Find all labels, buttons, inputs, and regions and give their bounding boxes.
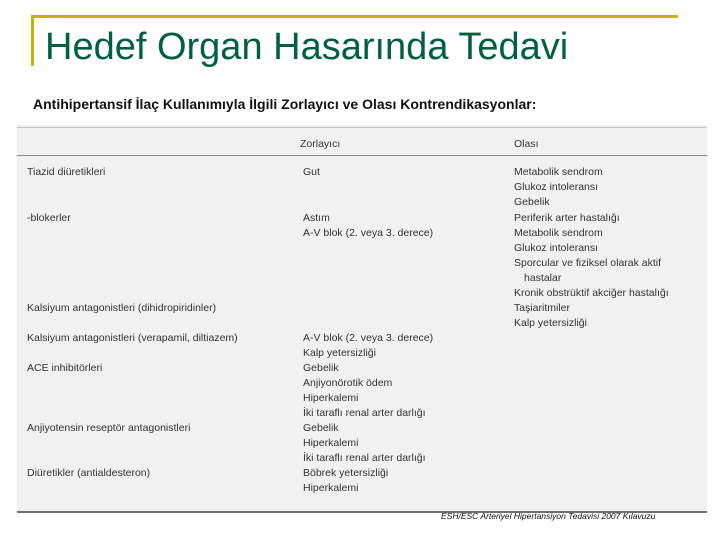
compelling-cell: Hiperkalemi	[303, 392, 359, 404]
slide-title: Hedef Organ Hasarında Tedavi	[45, 26, 569, 68]
compelling-cell: Hiperkalemi	[303, 482, 359, 494]
possible-cell: Periferik arter hastalığı	[514, 212, 620, 224]
possible-cell: Glukoz intoleransı	[514, 242, 599, 254]
possible-cell: Sporcular ve fiziksel olarak aktif	[514, 257, 662, 269]
possible-cell: Metabolik sendrom	[514, 227, 603, 239]
possible-cell: Taşiaritmiler	[514, 302, 571, 314]
compelling-cell: A-V blok (2. veya 3. derece)	[303, 227, 434, 239]
compelling-cell: Hiperkalemi	[303, 437, 359, 449]
compelling-cell: Astım	[303, 212, 330, 224]
drug-class-cell: Diüretikler (antialdesteron)	[27, 467, 151, 479]
compelling-cell: İki taraflı renal arter darlığı	[303, 452, 426, 464]
compelling-cell: Gebelik	[303, 362, 339, 374]
possible-cell: Glukoz intoleransı	[514, 181, 599, 193]
source-citation: ESH/ESC Arteriyel Hipertansiyon Tedavisi 2007 Kılavuzu	[441, 511, 656, 521]
title-frame-top-rule	[31, 15, 678, 18]
table-header-rule	[17, 155, 707, 156]
compelling-cell: A-V blok (2. veya 3. derece)	[303, 332, 434, 344]
possible-cell: Gebelik	[514, 196, 550, 208]
drug-class-cell: Tiazid diüretikleri	[27, 166, 106, 178]
compelling-cell: Böbrek yetersizliği	[303, 467, 389, 479]
drug-class-cell: Kalsiyum antagonistleri (verapamil, diltiazem)	[27, 332, 238, 344]
drug-class-cell: ACE inhibitörleri	[27, 362, 103, 374]
table-top-rule	[17, 127, 707, 128]
drug-class-cell: Kalsiyum antagonistleri (dihidropiridinler)	[27, 302, 217, 314]
title-frame-left-rule	[31, 15, 34, 66]
drug-class-cell: -blokerler	[27, 212, 71, 224]
possible-cell: hastalar	[524, 272, 562, 284]
possible-cell: Metabolik sendrom	[514, 166, 603, 178]
drug-class-cell: Anjiyotensin reseptör antagonistleri	[27, 422, 191, 434]
header-compelling: Zorlayıcı	[300, 138, 341, 150]
possible-cell: Kronik obstrüktif akciğer hastalığı	[514, 287, 669, 299]
compelling-cell: İki taraflı renal arter darlığı	[303, 407, 426, 419]
compelling-cell: Anjiyonörotik ödem	[303, 377, 393, 389]
compelling-cell: Gebelik	[303, 422, 339, 434]
possible-cell: Kalp yetersizliği	[514, 317, 587, 329]
compelling-cell: Gut	[303, 166, 320, 178]
slide-subtitle: Antihipertansif İlaç Kullanımıyla İlgili Zorlayıcı ve Olası Kontrendikasyonlar:	[33, 96, 537, 112]
header-possible: Olası	[514, 138, 539, 150]
compelling-cell: Kalp yetersizliği	[303, 347, 376, 359]
